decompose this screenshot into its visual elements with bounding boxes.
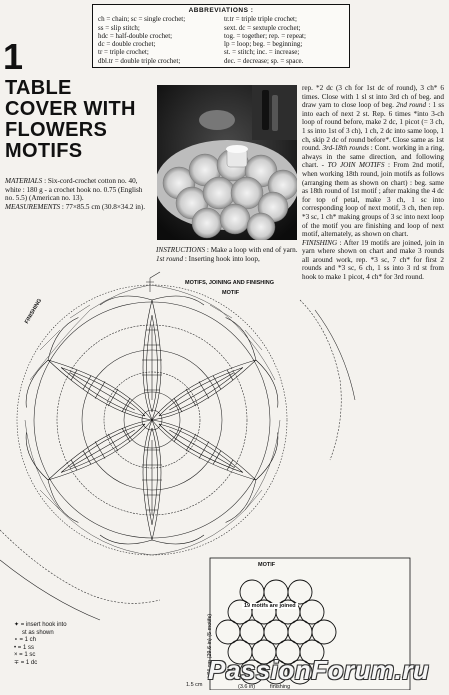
- inset-dimension-side: 74 cm (29.6 in) (5 motifs): [207, 613, 213, 675]
- title-line: FLOWERS: [5, 119, 108, 141]
- instructions-text: : Cont. working in a ring, always in the same direction, and following chart. -: [302, 144, 445, 170]
- single-crochet-icon: ×: [14, 652, 20, 658]
- chart-label-motif: MOTIF: [222, 290, 240, 296]
- materials-label: MATERIALS: [5, 177, 43, 185]
- materials-text: : Six-cord-crochet cotton no. 40, white : 180 g - a crochet hook no. 0.75 (English no. 5.5) (American no. 13).: [5, 177, 143, 203]
- chart-label-motifs: MOTIFS, JOINING AND FINISHING: [185, 280, 275, 286]
- measurements-text: : 77×85.5 cm (30.8×34.2 in).: [60, 202, 146, 211]
- abbreviations-left-column: [98, 15, 218, 65]
- round-label: 2nd round: [396, 101, 427, 110]
- chain-symbol-icon: ∘: [14, 637, 20, 643]
- round-label: 3rd-18th rounds: [322, 144, 369, 153]
- abbreviation-line: tr.tr = triple triple crochet;: [224, 15, 297, 24]
- abbreviation-line: ss = slip stitch;: [98, 23, 140, 32]
- legend-text: = 1 dc: [20, 659, 38, 666]
- abbreviation-line: lp = loop; beg. = beginning;: [224, 40, 303, 49]
- inset-label-joined: 19 motifs are joined: [244, 603, 296, 609]
- legend-text-line: st as shown: [22, 629, 54, 636]
- legend-item: [14, 622, 84, 630]
- abbreviation-line: sext. dc = sextuple crochet;: [224, 23, 301, 32]
- abbreviation-line: tr = triple crochet;: [98, 48, 149, 57]
- legend-text: = 1 ch: [19, 637, 36, 643]
- title-line: MOTIFS: [5, 140, 83, 162]
- abbreviation-line: dc = double crochet;: [98, 40, 156, 49]
- legend-item: [14, 660, 84, 668]
- materials-paragraph: [5, 177, 153, 203]
- title-line: TABLE: [5, 77, 72, 99]
- abbreviation-line: st. = stitch; inc. = increase;: [224, 48, 300, 57]
- inset-dimension-b: (3.6 in): [238, 684, 256, 690]
- double-crochet-icon: ∓: [14, 659, 21, 666]
- materials-block: [5, 177, 153, 211]
- legend-text: = 1 ss: [17, 644, 34, 651]
- abbreviation-line: dec. = decrease; sp. = space.: [224, 56, 304, 65]
- abbreviation-line: dbl.tr = double triple crochet;: [98, 56, 181, 65]
- tablecloth-photo: [157, 85, 297, 240]
- abbreviations-right-column: [224, 15, 344, 65]
- section-label: TO JOIN MOTIFS: [327, 161, 385, 170]
- abbreviation-line: tog. = together; rep. = repeat;: [224, 31, 306, 40]
- finishing-label: FINISHING: [302, 238, 338, 247]
- slip-stitch-icon: •: [14, 644, 18, 651]
- watermark: PassionForum.ru: [208, 655, 430, 685]
- instructions-text: : Make a loop with end of yarn.: [205, 246, 298, 254]
- instructions-text: : 1 ss into each of next 2 st. Rep. 6 times *into 3-ch loop of round before, make 2 dc, 1 picot (= 3 ch, 1 ss into 1st of 3 ch), 1 ch, 2 dc into same loop, 1 ch, skip 2 dc of round before*. Close same as 1st round.: [302, 101, 445, 153]
- chart-legend: [14, 622, 84, 667]
- measurements-label: MEASUREMENTS: [5, 202, 61, 211]
- finishing-text: : After 19 motifs are joined, join in yarn where shown on chart and make 3 rounds all around work, rep. *3 sc, 7 ch* for first 2 rounds and *3 sc, 6 ch, 1 ss into 3 rd st from hook to make 1 picot, 4 ch* for 3rd round.: [302, 238, 444, 282]
- instructions-text: rep. *2 dc (3 ch for 1st dc of round), 3 ch* 6 times. Close with 1 sl st into 3rd ch of beg. and draw yarn to close loop of beg.: [302, 84, 444, 110]
- abbreviations-box: [92, 4, 350, 68]
- inset-label-motif: MOTIF: [258, 562, 276, 568]
- instructions-label: INSTRUCTIONS: [156, 246, 206, 254]
- round-label: 1st round: [156, 254, 184, 263]
- instructions-continued: [302, 84, 444, 282]
- legend-text: = insert hook into: [20, 622, 67, 628]
- abbreviations-title: ABBREVIATIONS :: [188, 7, 254, 14]
- title-line: COVER WITH: [5, 98, 136, 120]
- inset-dimension-c: finishing: [270, 684, 291, 690]
- measurements-paragraph: [5, 203, 153, 212]
- legend-item: [14, 637, 84, 645]
- instructions-text: : From 2nd motif, when working 18th round, join motifs as follows (arranging them as shown on chart) : beg. same as 18th round of 1st motif ; after making the 4 dc for top of petal, make 3 ch, 1 sc into corresponding loop of next motif, 3 ch, then rep. *3 sc, 1 ch* making groups of 3 sc into next loop of the motif you are finishing and loop of next motif, alternately, as shown on chart.: [302, 161, 444, 239]
- legend-item: [14, 645, 84, 653]
- pattern-number: 1: [3, 36, 24, 77]
- instructions-paragraph: [302, 84, 444, 239]
- abbreviation-line: hdc = half-double crochet;: [98, 31, 173, 40]
- round-text: : Inserting hook into loop,: [183, 254, 260, 263]
- chart-label-finishing: FINISHING: [24, 297, 44, 325]
- insert-hook-icon: ✦: [14, 622, 21, 628]
- abbreviation-line: ch = chain; sc = single crochet;: [98, 15, 186, 24]
- instructions-block: [156, 246, 298, 263]
- legend-item: [14, 652, 84, 660]
- page-title: [5, 78, 155, 162]
- legend-text: = 1 sc: [19, 652, 36, 658]
- inset-dimension-a: 1.5 cm: [186, 682, 203, 688]
